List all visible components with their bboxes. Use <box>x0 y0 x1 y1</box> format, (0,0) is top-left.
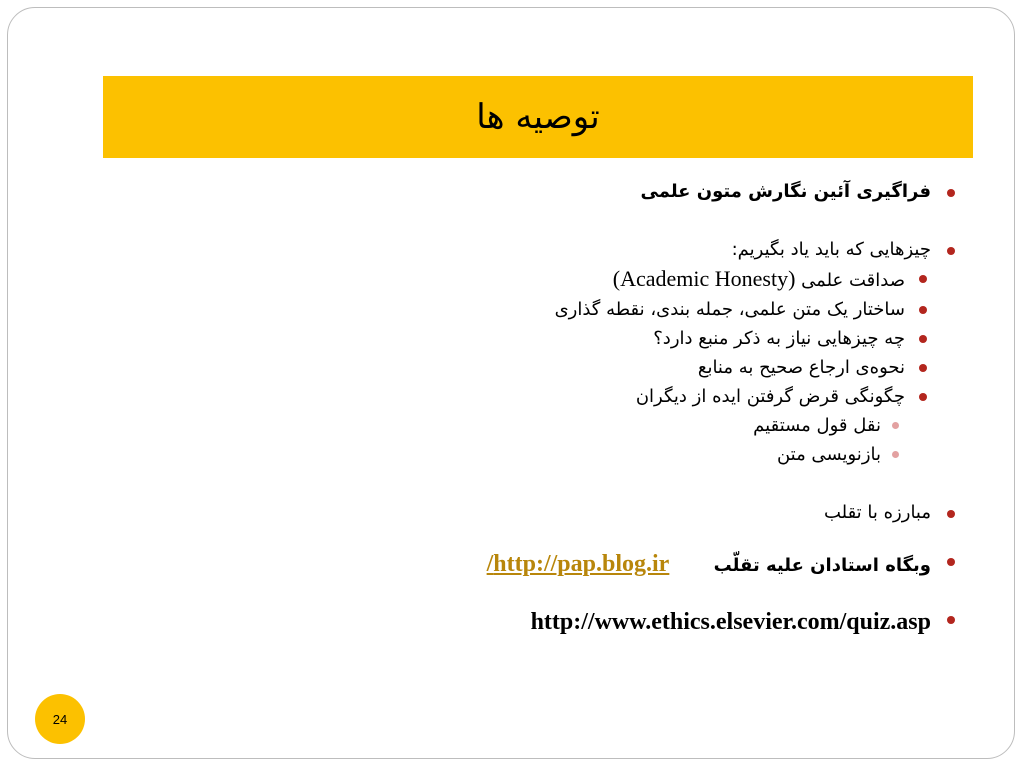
sub-bullet-item <box>103 264 955 295</box>
bullet-text: چیزهایی که باید یاد بگیریم: <box>731 239 931 260</box>
bullet-item-quiz <box>103 605 955 641</box>
bullet-text: مبارزه با تقلب <box>823 502 931 523</box>
bullet-text: فراگیری آئین نگارش متون علمی <box>640 181 931 202</box>
sub-sub-bullet-item <box>103 440 955 469</box>
sub-bullet-text: چگونگی قرض گرفتن ایده از دیگران <box>635 386 905 407</box>
bullet-item-weblog <box>103 547 955 583</box>
bullet-item <box>103 236 955 264</box>
bullet-list <box>103 178 955 641</box>
title-bar <box>103 76 973 158</box>
sub-bullet-item <box>103 382 955 411</box>
bullet-item <box>103 499 955 527</box>
sub-bullet-text: ساختار یک متن علمی، جمله بندی، نقطه گذاری <box>554 299 905 320</box>
page-number-badge <box>35 694 85 744</box>
sub-sub-bullet-text: بازنویسی متن <box>776 444 881 465</box>
sub-bullet-item <box>103 295 955 324</box>
quiz-url: http://www.ethics.elsevier.com/quiz.asp <box>530 609 931 635</box>
sub-bullet-text: چه چیزهایی نیاز به ذکر منبع دارد؟ <box>653 328 905 349</box>
page-number: 24 <box>52 711 68 727</box>
sub-bullet-item <box>103 353 955 382</box>
bullet-item <box>103 178 955 206</box>
sub-sub-bullet-text: نقل قول مستقیم <box>753 415 881 436</box>
weblog-link[interactable]: http://pap.blog.ir/ <box>486 551 670 577</box>
sub-sub-bullet-item <box>103 411 955 440</box>
sub-bullet-item <box>103 324 955 353</box>
sub-bullet-text: صداقت علمی <box>801 270 905 291</box>
weblog-label: وبگاه استادان علیه تقلّب <box>713 555 931 576</box>
slide-title: توصیه ها <box>476 97 600 137</box>
sub-bullet-text: نحوه‌ی ارجاع صحیح به منابع <box>697 357 905 378</box>
sub-bullet-latin: (Academic Honesty) <box>612 266 796 291</box>
